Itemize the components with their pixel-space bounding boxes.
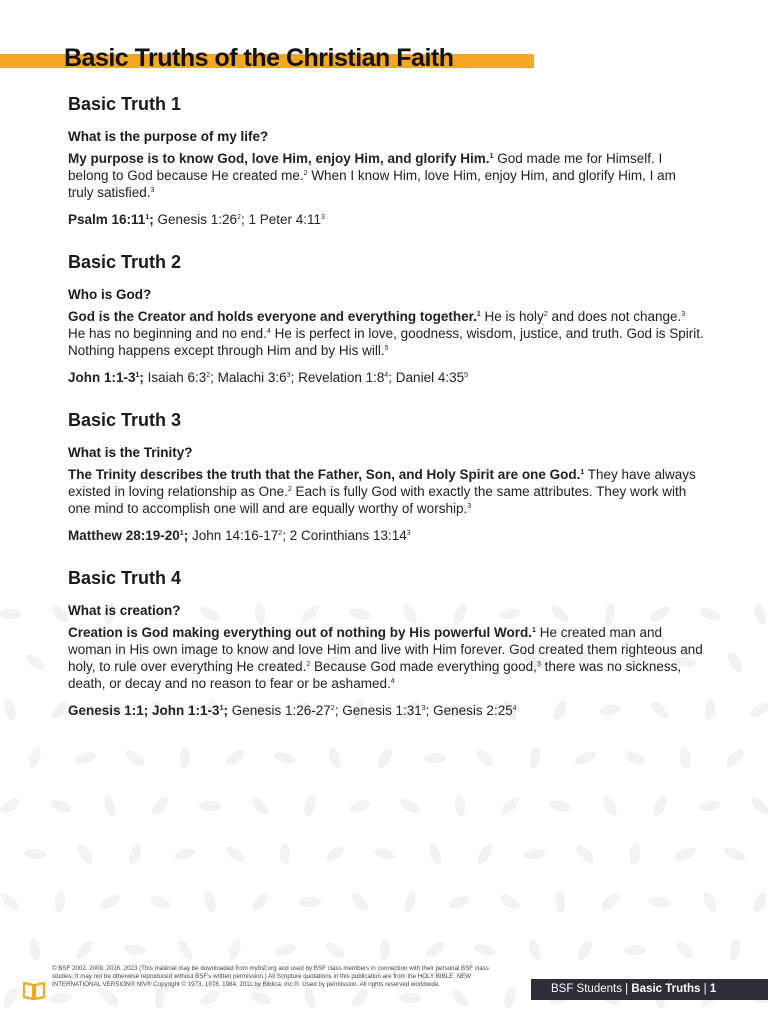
leaf-shape bbox=[399, 993, 421, 1003]
text-run: ; Revelation 1:8 bbox=[290, 370, 385, 385]
scripture-references bbox=[68, 702, 704, 719]
leaf-shape bbox=[454, 795, 466, 818]
footnote-marker: 3 bbox=[286, 372, 291, 379]
text-run: ; 2 Corinthians 13:14 bbox=[282, 528, 407, 543]
footer-section: Basic Truths bbox=[631, 983, 701, 995]
leaf-shape bbox=[473, 942, 497, 958]
leaf-shape bbox=[323, 939, 347, 960]
scripture-references bbox=[68, 211, 704, 228]
footnote-marker: 1 bbox=[489, 153, 494, 160]
leaf-shape bbox=[724, 747, 746, 770]
leaf-shape bbox=[498, 892, 522, 912]
truth-heading: Basic Truth 3 bbox=[68, 410, 182, 430]
text-run: Isaiah 6:3 bbox=[143, 370, 207, 385]
leaf-shape bbox=[624, 944, 647, 956]
footnote-marker: 3 bbox=[150, 187, 155, 194]
footnote-marker: 4 bbox=[384, 372, 389, 379]
footnote-marker: 3 bbox=[467, 503, 472, 510]
bsf-logo-icon bbox=[22, 978, 46, 1002]
text-run: ; Genesis 2:25 bbox=[425, 703, 513, 718]
leaf-shape bbox=[423, 939, 447, 960]
leaf-shape bbox=[348, 797, 372, 814]
text-run: The Trinity describes the truth that the Father, Son, and Holy Spirit are one God. bbox=[68, 467, 581, 482]
leaf-shape bbox=[380, 939, 390, 961]
footnote-marker: 5 bbox=[384, 345, 389, 352]
text-run: Each is fully God with exactly the same attributes. They work with one mind to accomplish one will and are equally worthy of worship. bbox=[68, 484, 687, 516]
leaf-shape bbox=[48, 991, 72, 1005]
basic-truth-2 bbox=[68, 252, 704, 386]
footnote-marker: 3 bbox=[406, 530, 411, 537]
truth-heading: Basic Truth 4 bbox=[68, 568, 182, 588]
footnote-marker: 1 bbox=[179, 530, 184, 537]
text-run: Genesis 1:1; John 1:1-3 bbox=[68, 703, 220, 718]
leaf-shape bbox=[752, 602, 767, 626]
footnote-marker: 2 bbox=[306, 661, 311, 668]
footnote-marker: 1 bbox=[476, 311, 481, 318]
text-run: ; Daniel 4:35 bbox=[388, 370, 465, 385]
footnote-marker: 2 bbox=[303, 170, 308, 177]
text-run: He created man and woman in His own image to know and love Him and live with Him forever. God created them righteous and holy, to rule over everything He created. bbox=[68, 625, 703, 674]
scripture-references bbox=[68, 527, 704, 544]
leaf-shape bbox=[249, 890, 270, 914]
page-number: 1 bbox=[709, 983, 717, 995]
leaf-shape bbox=[75, 842, 95, 866]
truth-answer bbox=[68, 150, 704, 201]
leaf-shape bbox=[74, 938, 96, 961]
text-run: My purpose is to know God, love Him, enjoy Him, and glorify Him. bbox=[68, 151, 490, 166]
leaf-shape bbox=[548, 799, 572, 813]
footnote-marker: 2 bbox=[543, 311, 548, 318]
footnote-marker: 2 bbox=[237, 214, 241, 221]
leaf-shape bbox=[526, 938, 543, 962]
footnote-marker: 4 bbox=[266, 328, 271, 335]
text-run: He is perfect in love, goodness, wisdom, justice, and truth. God is Spirit. Nothing happens except through Him and by His will. bbox=[68, 326, 704, 358]
text-run: Psalm 16:11 bbox=[68, 212, 146, 227]
leaf-shape bbox=[248, 989, 272, 1006]
truth-heading: Basic Truth 1 bbox=[68, 94, 182, 114]
truth-question: What is the purpose of my life? bbox=[68, 129, 269, 144]
text-run: Genesis 1:26-27 bbox=[227, 703, 331, 718]
text-run: Because God made everything good, bbox=[310, 659, 537, 674]
leaf-shape bbox=[249, 794, 270, 818]
text-run: Genesis 1:26 bbox=[153, 212, 238, 227]
leaf-shape bbox=[223, 843, 247, 864]
leaf-shape bbox=[154, 987, 166, 1010]
footnote-marker: 2 bbox=[330, 705, 335, 712]
footnote-marker: 2 bbox=[206, 372, 211, 379]
leaf-shape bbox=[575, 938, 595, 962]
text-run: God made me for Himself. I belong to God because He created me. bbox=[68, 151, 663, 183]
footer-page-tag bbox=[531, 979, 768, 1000]
leaf-shape bbox=[148, 893, 172, 910]
text-run: ; bbox=[149, 212, 154, 227]
leaf-shape bbox=[402, 890, 418, 914]
text-run: He has no beginning and no end. bbox=[68, 326, 267, 341]
text-run: Creation is God making everything out of nothing by His powerful Word. bbox=[68, 625, 533, 640]
truth-heading: Basic Truth 2 bbox=[68, 252, 182, 272]
footnote-marker: 3 bbox=[421, 705, 426, 712]
leaf-shape bbox=[1, 986, 20, 1010]
leaf-shape bbox=[598, 891, 621, 913]
leaf-shape bbox=[26, 746, 43, 770]
leaf-shape bbox=[498, 795, 521, 817]
leaf-shape bbox=[326, 746, 343, 770]
leaf-shape bbox=[573, 749, 597, 768]
leaf-shape bbox=[180, 747, 190, 769]
text-run: and does not change. bbox=[547, 309, 682, 324]
leaf-shape bbox=[674, 938, 696, 961]
leaf-shape bbox=[449, 986, 470, 1010]
text-run: He is holy bbox=[480, 309, 544, 324]
truths-content bbox=[68, 94, 704, 743]
leaf-shape bbox=[73, 750, 97, 766]
leaf-shape bbox=[704, 699, 716, 722]
leaf-shape bbox=[701, 890, 720, 914]
leaf-shape bbox=[273, 942, 297, 958]
basic-truth-1 bbox=[68, 94, 704, 228]
leaf-shape bbox=[175, 938, 195, 962]
leaf-shape bbox=[302, 986, 318, 1010]
footnote-marker: 2 bbox=[287, 486, 292, 493]
leaf-shape bbox=[98, 892, 122, 912]
leaf-shape bbox=[2, 698, 18, 722]
leaf-shape bbox=[474, 746, 496, 769]
footnote-marker: 2 bbox=[278, 530, 283, 537]
footnote-marker: 3 bbox=[321, 214, 325, 221]
leaf-shape bbox=[149, 794, 170, 818]
leaf-shape bbox=[554, 891, 566, 914]
leaf-shape bbox=[651, 794, 670, 818]
leaf-shape bbox=[199, 801, 221, 811]
leaf-shape bbox=[751, 890, 768, 914]
footnote-marker: 1 bbox=[219, 705, 224, 712]
leaf-shape bbox=[124, 944, 147, 956]
leaf-shape bbox=[349, 890, 370, 914]
page-title: Basic Truths of the Christian Faith bbox=[64, 44, 454, 72]
text-run: They have always existed in loving relationship as One. bbox=[68, 467, 696, 499]
leaf-shape bbox=[698, 799, 721, 813]
leaf-shape bbox=[502, 986, 518, 1010]
truth-question: Who is God? bbox=[68, 287, 152, 302]
footnote-marker: 4 bbox=[390, 678, 395, 685]
leaf-shape bbox=[574, 842, 596, 865]
truth-answer bbox=[68, 308, 704, 359]
leaf-shape bbox=[426, 842, 443, 866]
leaf-shape bbox=[728, 938, 742, 962]
text-run: ; bbox=[139, 370, 144, 385]
text-run: John 1:1-3 bbox=[68, 370, 136, 385]
footer-separator: | bbox=[703, 983, 707, 995]
footnote-marker: 1 bbox=[145, 214, 150, 221]
leaf-shape bbox=[601, 794, 620, 818]
leaf-shape bbox=[673, 845, 697, 864]
leaf-shape bbox=[223, 747, 247, 768]
leaf-shape bbox=[198, 988, 222, 1008]
leaf-shape bbox=[723, 845, 747, 864]
footer-separator: | bbox=[625, 983, 629, 995]
leaf-shape bbox=[173, 846, 197, 862]
leaf-shape bbox=[302, 794, 318, 818]
leaf-shape bbox=[323, 843, 347, 864]
leaf-shape bbox=[398, 796, 422, 816]
text-run: When I know Him, love Him, enjoy Him, and glorify Him, I am truly satisfied. bbox=[68, 168, 676, 200]
truth-question: What is creation? bbox=[68, 603, 181, 618]
leaf-shape bbox=[524, 848, 547, 860]
leaf-shape bbox=[280, 843, 290, 865]
leaf-shape bbox=[98, 987, 121, 1009]
leaf-shape bbox=[23, 651, 47, 672]
leaf-shape bbox=[54, 891, 66, 914]
leaf-shape bbox=[126, 842, 143, 866]
leaf-shape bbox=[528, 746, 542, 770]
footnote-marker: 1 bbox=[532, 627, 536, 634]
leaf-shape bbox=[748, 700, 768, 720]
basic-truth-4 bbox=[68, 568, 704, 719]
leaf-shape bbox=[123, 747, 147, 768]
leaf-shape bbox=[0, 609, 21, 619]
footer-audience: BSF Students bbox=[551, 983, 622, 995]
leaf-shape bbox=[226, 938, 243, 962]
footnote-marker: 1 bbox=[580, 469, 585, 476]
leaf-shape bbox=[648, 895, 672, 909]
text-run: ; bbox=[183, 528, 189, 543]
leaf-shape bbox=[424, 752, 447, 764]
truth-answer bbox=[68, 466, 704, 517]
footnote-marker: 3 bbox=[536, 661, 541, 668]
basic-truth-3 bbox=[68, 410, 704, 544]
truth-question: What is the Trinity? bbox=[68, 445, 193, 460]
leaf-shape bbox=[48, 797, 72, 814]
text-run: there was no sickness, death, or decay and no reason to fear or be ashamed. bbox=[68, 659, 682, 691]
leaf-shape bbox=[0, 891, 22, 913]
leaf-shape bbox=[202, 890, 218, 914]
text-run: ; bbox=[223, 703, 228, 718]
footnote-marker: 4 bbox=[512, 705, 517, 712]
leaf-shape bbox=[628, 842, 642, 866]
copyright-notice: © BSF 2002, 2009, 2016, 2023 (This material may be downloaded from mybsf.org and used by BSF class members in connection with their personal BSF class studies. It may not be otherwise reproduced without BSF's written permission.) All Scripture quotations in this publication are from the HOLY BIBLE, NEW INTERNATIONAL VERSION® NIV® Copyright © 1973, 1978, 1984, 2011 by Biblica, Inc.®. Used by permission. All rights reserved worldwide. bbox=[52, 965, 489, 988]
leaf-shape bbox=[24, 848, 47, 860]
footnote-marker: 5 bbox=[464, 372, 469, 379]
leaf-shape bbox=[448, 893, 472, 910]
leaf-shape bbox=[299, 897, 321, 907]
leaf-shape bbox=[349, 986, 370, 1010]
text-run: ; Genesis 1:31 bbox=[334, 703, 422, 718]
leaf-shape bbox=[102, 794, 118, 818]
truth-answer bbox=[68, 624, 704, 692]
text-run: ; 1 Peter 4:11 bbox=[240, 212, 321, 227]
text-run: Matthew 28:19-20 bbox=[68, 528, 180, 543]
text-run: God is the Creator and holds everyone and everything together. bbox=[68, 309, 477, 324]
footnote-marker: 1 bbox=[135, 372, 140, 379]
leaf-shape bbox=[0, 796, 22, 816]
footnote-marker: 3 bbox=[681, 311, 686, 318]
leaf-shape bbox=[373, 846, 397, 862]
leaf-shape bbox=[475, 842, 495, 866]
leaf-shape bbox=[749, 795, 768, 817]
text-run: John 14:16-17 bbox=[188, 528, 279, 543]
leaf-shape bbox=[725, 650, 745, 674]
leaf-shape bbox=[678, 746, 692, 769]
scripture-references bbox=[68, 369, 704, 386]
leaf-shape bbox=[623, 749, 647, 768]
leaf-shape bbox=[28, 938, 42, 962]
leaf-shape bbox=[375, 746, 395, 770]
text-run: ; Malachi 3:6 bbox=[210, 370, 287, 385]
leaf-shape bbox=[273, 750, 297, 766]
